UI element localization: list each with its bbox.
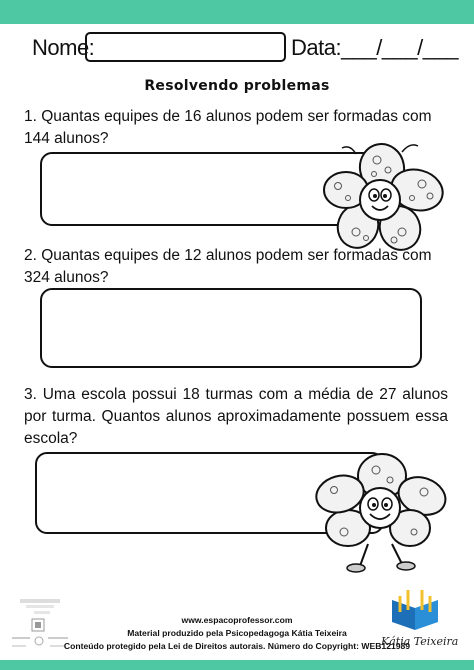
- author-text: Material produzido pela Psicopedagoga Kátia Teixeira: [127, 628, 347, 638]
- question-1: 1. Quantas equipes de 16 alunos podem ser formadas com 144 alunos?: [24, 108, 432, 147]
- copyright-text: Conteúdo protegido pela Lei de Direitos autorais. Número do Copyright: WEB121989: [63, 641, 411, 651]
- bottom-color-bar: [0, 660, 474, 670]
- flower-character-with-legs-illustration: [310, 452, 450, 576]
- open-book-logo-icon: [386, 582, 444, 636]
- website-text: www.espacoprofessor.com: [181, 615, 293, 625]
- name-label: Nome:: [32, 35, 95, 60]
- question-2: 2. Quantas equipes de 12 alunos podem ser formadas com 324 alunos?: [24, 247, 432, 286]
- worksheet-header: [14, 32, 460, 64]
- top-color-bar: [0, 0, 474, 24]
- worksheet-title: Resolvendo problemas: [144, 78, 330, 94]
- name-field[interactable]: [85, 32, 286, 62]
- logo-signature-text: Kátia Teixeira: [381, 635, 459, 648]
- answer-box-2[interactable]: [40, 288, 422, 368]
- question-3: 3. Uma escola possui 18 turmas com a média de 27 alunos por turma. Quantos alunos aproximadamente possuem essa escola?: [24, 386, 448, 447]
- date-label: Data:___/___/___: [291, 35, 458, 60]
- flower-character-illustration: [322, 140, 446, 252]
